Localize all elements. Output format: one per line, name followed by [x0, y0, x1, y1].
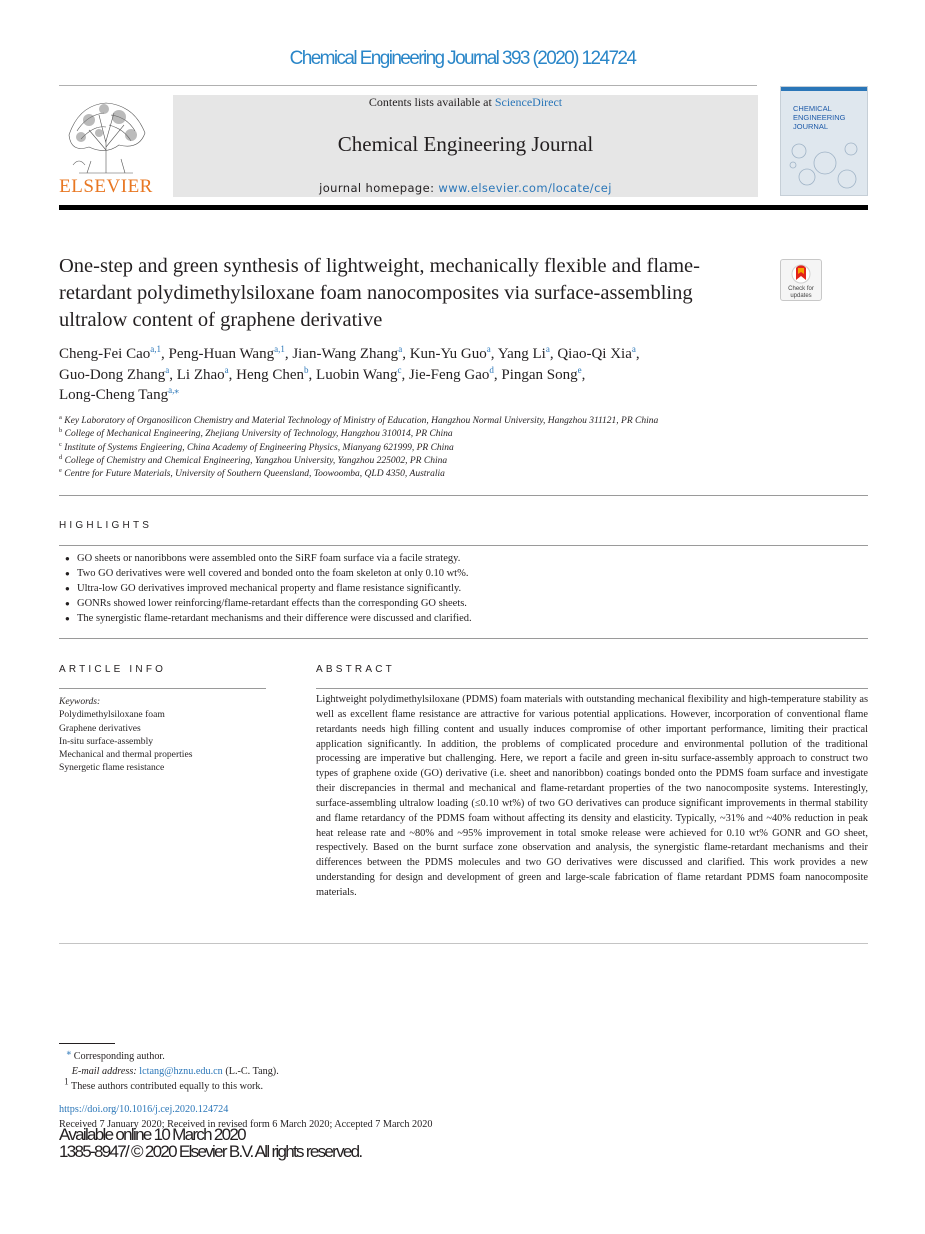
article-info-heading: ARTICLE INFO — [59, 664, 167, 675]
author-affiliation-mark[interactable]: c — [397, 364, 402, 375]
email-link[interactable]: lctang@hznu.edu.cn — [139, 1066, 223, 1077]
keywords-label: Keywords: — [59, 696, 101, 707]
author-name[interactable]: Li Zhao — [176, 366, 225, 383]
affiliation-item — [59, 468, 859, 481]
author-name[interactable]: Cheng-Fei Cao — [59, 346, 151, 362]
author-name[interactable]: Guo-Dong Zhang — [59, 366, 166, 383]
keyword-item[interactable]: Polydimethylsiloxane foam — [59, 709, 165, 721]
cover-bubbles-icon — [785, 137, 865, 193]
affiliation-text: Centre for Future Materials, University of Southern Queensland, Toowoomba, QLD 4350, Australia — [64, 469, 445, 480]
bookmark-icon — [791, 264, 811, 284]
cover-strip — [781, 87, 868, 91]
affiliation-mark: c — [59, 440, 62, 448]
author-affiliation-mark[interactable]: a,1 — [150, 344, 161, 354]
abstract-heading: ABSTRACT — [316, 664, 395, 675]
highlight-item: ● GONRs showed lower reinforcing/flame-retardant effects than the corresponding GO sheets. — [59, 596, 869, 611]
journal-cover-thumbnail[interactable] — [780, 86, 868, 196]
check-updates-label: Check for updates — [788, 286, 814, 299]
journal-reference-link[interactable]: Chemical Engineering Journal 393 (2020) 124724 — [289, 48, 636, 69]
author-affiliation-mark[interactable]: a,1 — [274, 344, 285, 354]
author-affiliation-mark[interactable]: a — [486, 344, 491, 354]
keyword-item[interactable]: Synergetic flame resistance — [59, 762, 165, 774]
article-info-rule — [59, 688, 266, 689]
keyword-item[interactable]: Mechanical and thermal properties — [59, 749, 193, 761]
author-list: Cheng-Fei Cao$^{a,1}$, Peng-Huan Wang$^{a,1}$, Jian-Wang Zhang$^a$, Kun-Yu Guo$^a$, Yang Li$^a$, Qiao-Qi Xia$^a$, Guo-Dong Zhang$^a$, Li Zhao$^a$, Heng Chen$^b$, Luobin Wang$^c$, Jie-Feng Gao$^d$, Pingan Song$^e$, Long-Cheng Tang$^{a,⁎}$ — [59, 344, 640, 403]
highlights-rule — [59, 545, 868, 546]
author-affiliation-mark[interactable]: b — [304, 364, 309, 375]
cover-title-line: CHEMICAL — [793, 104, 832, 113]
cover-title — [793, 104, 865, 131]
author-name[interactable]: Peng-Huan Wang — [168, 346, 275, 362]
contents-line — [173, 95, 758, 110]
author-affiliation-mark[interactable]: a — [224, 364, 229, 375]
cover-title-line: ENGINEERING — [793, 113, 846, 122]
affiliation-item — [59, 442, 859, 455]
highlights-list — [59, 551, 869, 626]
affiliation-text: Institute of Systems Engieering, China Academy of Engineering Physics, Mianyang 621999, PR China — [64, 442, 454, 453]
equal-contribution-note — [59, 1076, 559, 1094]
author-affiliation-mark[interactable]: a — [398, 344, 403, 354]
affiliation-text: College of Chemistry and Chemical Engineering, Yangzhou University, Yangzhou 225002, PR China — [64, 455, 448, 466]
equal-mark: 1 — [64, 1076, 69, 1087]
author-name[interactable]: Qiao-Qi Xia — [557, 346, 632, 362]
affiliation-item — [59, 428, 859, 441]
article-title: One-step and green synthesis of lightweight, mechanically flexible and flame-retardant polydimethylsiloxane foam nanocomposites via surface-assembling ultralow content of graphene derivative — [59, 255, 700, 331]
author-name[interactable]: Long-Cheng Tang — [59, 387, 169, 403]
highlight-item: ● GO sheets or nanoribbons were assembled onto the SiRF foam surface via a facile strategy. — [59, 551, 869, 566]
keywords-block — [59, 695, 266, 775]
section-rule — [59, 495, 868, 496]
author-affiliation-mark[interactable]: a — [165, 364, 170, 375]
affiliation-mark: a — [59, 413, 62, 421]
affiliation-list — [59, 415, 859, 481]
header-thick-rule — [59, 205, 868, 210]
homepage-line — [173, 181, 758, 195]
affiliation-mark: b — [59, 427, 63, 435]
author-name[interactable]: Jie-Feng Gao — [408, 366, 490, 383]
abstract-rule — [316, 688, 868, 689]
author-affiliation-mark[interactable]: a,⁎ — [168, 385, 179, 395]
author-name[interactable]: Luobin Wang — [316, 366, 398, 383]
email-suffix: (L.-C. Tang). — [222, 1066, 279, 1077]
issn-copyright: 1385-8947/ © 2020 Elsevier B.V. All rights reserved. — [59, 1142, 362, 1161]
author-name[interactable]: Jian-Wang Zhang — [292, 346, 399, 362]
author-affiliation-mark[interactable]: e — [577, 364, 582, 375]
corresponding-author-note — [59, 1046, 559, 1064]
highlight-item: ● Ultra-low GO derivatives improved mechanical property and flame resistance significantly. — [59, 581, 869, 596]
author-affiliation-mark[interactable]: d — [489, 364, 494, 375]
section-rule — [59, 943, 868, 944]
author-name[interactable]: Pingan Song — [501, 366, 578, 383]
homepage-link[interactable]: www.elsevier.com/locate/cej — [438, 181, 612, 195]
available-online: Available online 10 March 2020 — [59, 1125, 245, 1144]
highlight-item: ● Two GO derivatives were well covered and bonded onto the foam skeleton at only 0.10 wt%. — [59, 566, 869, 581]
doi-link[interactable]: https://doi.org/10.1016/j.cej.2020.124724 — [59, 1104, 229, 1115]
affiliation-item — [59, 415, 859, 428]
sciencedirect-link[interactable]: ScienceDirect — [494, 95, 563, 109]
received-dates: Received 7 January 2020; Received in revised form 6 March 2020; Accepted 7 March 2020 — [59, 1119, 433, 1130]
footnotes — [59, 1046, 559, 1094]
check-for-updates-button[interactable] — [780, 259, 822, 301]
contents-prefix: Contents lists available at — [368, 95, 495, 109]
corresponding-mark: ⁎ — [66, 1046, 72, 1057]
abstract-text: Lightweight polydimethylsiloxane (PDMS) foam materials with outstanding mechanical flexibility and high-temperature stability as well as excellent flame resistance are attractive for various potential applications. However, incorporation of conventional flame retardants needs high filling content and usually induces compromise of other important performance, limiting their practical application significantly. In addition, the problems of complicated procedure and environmental pollution of the traditional processing are imperative but challenging. Here, we report a facile and green in-situ surface-assembly approach to construct two types of graphene oxide (GO) derivative (i.e. sheet and nanoribbon) coatings bonded onto the PDMS foam surface and investigate their discrepancies in thermal and mechanical and flame-retardant properties of the two nanocomposite systems. Interestingly, surface-assembling ultralow loading (≤0.10 wt%) of two GO derivatives can produce significant improvements in thermal stability and flame retardancy of the PDMS foam without affecting its density and elasticity. Typically, ~31% and ~40% reduction in peak heat release rate and ~80% and ~95% improvement in total smoke release were achieved for 0.10 wt% GONR and GO sheet, respectively. Based on the burnt surface zone observation and analysis, the synergistic flame-retardant mechanisms and their differences between the PDMS molecules and two GO derivatives were discussed and clarified. This work provides a new understanding for design and development of green and large-scale fabrication of flame retardant PDMS foam nanocomposite materials. — [316, 694, 868, 898]
equal-label: These authors contributed equally to this work. — [70, 1081, 264, 1092]
affiliation-text: Key Laboratory of Organosilicon Chemistry and Material Technology of Ministry of Education, Hangzhou Normal University, Hangzhou 311121, PR China — [64, 416, 659, 426]
author-affiliation-mark[interactable]: a — [545, 344, 550, 354]
affiliation-text: College of Mechanical Engineering, Zhejiang University of Technology, Hangzhou 310014, PR China — [64, 429, 453, 440]
keyword-item[interactable]: Graphene derivatives — [59, 722, 141, 734]
highlight-item: ● The synergistic flame-retardant mechanisms and their difference were discussed and clarified. — [59, 611, 869, 626]
author-affiliation-mark[interactable]: a — [631, 344, 636, 354]
homepage-prefix: journal homepage: — [319, 181, 439, 195]
cover-title-line: JOURNAL — [793, 122, 829, 131]
highlights-heading: HIGHLIGHTS — [59, 520, 153, 531]
header-rule — [59, 85, 757, 86]
author-name[interactable]: Yang Li — [497, 346, 546, 362]
email-note — [59, 1064, 559, 1079]
footnote-rule — [59, 1043, 115, 1044]
affiliation-mark: e — [59, 467, 62, 475]
section-rule — [59, 638, 868, 639]
keyword-item[interactable]: In-situ surface-assembly — [59, 735, 154, 747]
author-name[interactable]: Kun-Yu Guo — [409, 346, 487, 362]
affiliation-item — [59, 455, 859, 468]
email-label: E-mail address: — [71, 1066, 140, 1077]
journal-name: Chemical Engineering Journal — [337, 132, 594, 156]
author-name[interactable]: Heng Chen — [236, 366, 305, 383]
corresponding-label: Corresponding author. — [73, 1051, 165, 1062]
elsevier-wordmark: ELSEVIER — [59, 176, 153, 197]
affiliation-mark: d — [59, 453, 63, 461]
